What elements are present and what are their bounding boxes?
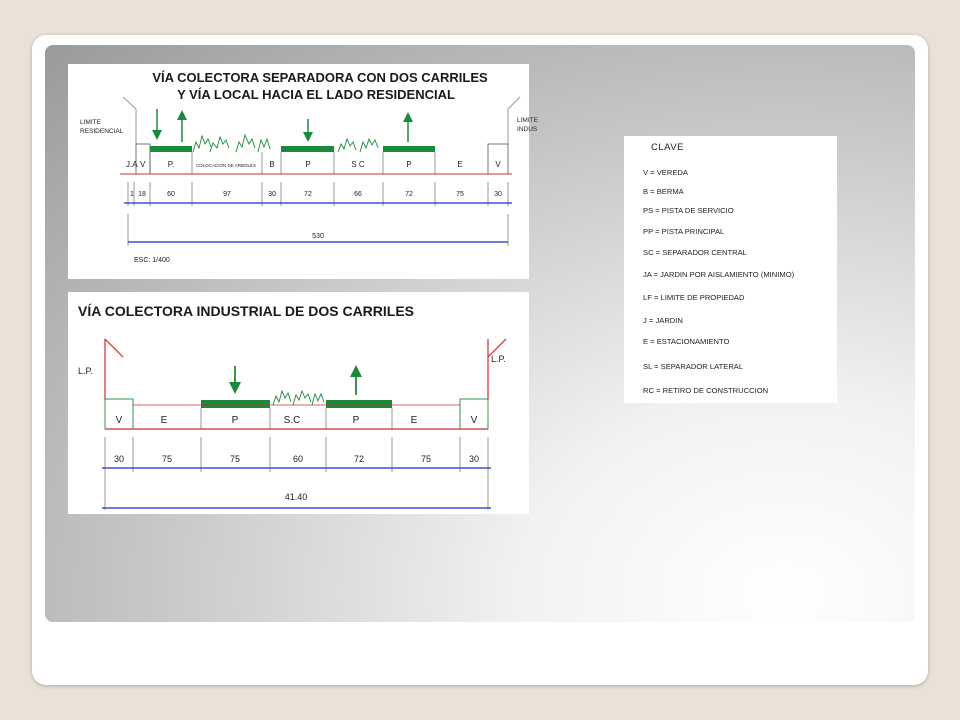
limit-right-label-2: INDUS xyxy=(517,126,538,133)
seg-label-sc: S.C xyxy=(283,415,301,426)
limit-left-slant xyxy=(123,97,136,109)
arrow-up-1 xyxy=(177,110,187,142)
legend-item: B = BERMA xyxy=(643,187,684,196)
scale-label: ESC: 1/400 xyxy=(134,257,170,264)
legend-item: SL = SEPARADOR LATERAL xyxy=(643,362,744,371)
dim-30-b: 30 xyxy=(268,191,276,198)
seg-label-b: B xyxy=(269,160,275,169)
road-lane-service xyxy=(150,146,192,152)
legend-item: PP = PISTA PRINCIPAL xyxy=(643,227,725,236)
seg-label-e-right: E xyxy=(410,415,418,426)
cross-section-residential-diagram xyxy=(68,64,538,279)
segment-dividers xyxy=(150,152,435,174)
legend-item: J = JARDIN xyxy=(643,316,683,325)
legend-item: E = ESTACIONAMIENTO xyxy=(643,337,730,346)
seg-label-v-left: V xyxy=(140,160,146,169)
seg-label-p1: P. xyxy=(167,160,175,169)
dim-75-c: 75 xyxy=(420,454,432,464)
limit-left-label-1: LIMITE xyxy=(80,119,101,126)
trees-area xyxy=(193,135,270,152)
seg-label-p2: P xyxy=(305,160,311,169)
dim-60: 60 xyxy=(292,454,304,464)
sidewalk-right xyxy=(488,144,508,174)
dim-60: 60 xyxy=(167,191,175,198)
legend-item: LF = LIMITE DE PROPIEDAD xyxy=(643,293,745,302)
dim-75: 75 xyxy=(456,191,464,198)
road-lane-1 xyxy=(201,400,270,408)
limit-left-label-2: RESIDENCIAL xyxy=(80,128,124,135)
dim-30-v: 30 xyxy=(494,191,502,198)
total-width-label: 41.40 xyxy=(284,492,308,502)
dim-75-b: 75 xyxy=(229,454,241,464)
lp-left-label: L.P. xyxy=(78,366,93,376)
dim-66: 66 xyxy=(354,191,362,198)
seg-label-p3: P xyxy=(406,160,412,169)
separator-grass xyxy=(338,139,378,152)
road-lane-main-2 xyxy=(383,146,435,152)
section1-title-line1: VÍA COLECTORA SEPARADORA CON DOS CARRILES xyxy=(152,70,488,85)
seg-label-sc: S C xyxy=(351,160,365,169)
dim-1: 1 xyxy=(130,191,134,198)
dim-18: 18 xyxy=(138,191,146,198)
sidewalk-left xyxy=(136,144,150,174)
legend-item: JA = JARDIN POR AISLAMIENTO (MINIMO) xyxy=(643,270,795,279)
total-width-label: 530 xyxy=(312,233,324,240)
seg-label-e-left: E xyxy=(160,415,168,426)
arrow-down-2 xyxy=(303,119,313,142)
cross-section-industrial-diagram xyxy=(68,292,529,514)
road-lane-2 xyxy=(326,400,392,408)
arrow-down-1 xyxy=(152,109,162,140)
cross-section-industrial-panel xyxy=(68,292,529,514)
legend-panel xyxy=(624,136,837,403)
dim-75-a: 75 xyxy=(161,454,173,464)
section2-title: VÍA COLECTORA INDUSTRIAL DE DOS CARRILES xyxy=(78,303,415,319)
seg-label-trees: COLOCACION DE ARBOLES xyxy=(195,163,257,168)
legend-item: SC = SEPARADOR CENTRAL xyxy=(643,248,747,257)
seg-label-e: E xyxy=(457,160,463,169)
lp-right-label: L.P. xyxy=(491,354,506,364)
dim-30-left: 30 xyxy=(113,454,125,464)
seg-label-v-left: V xyxy=(115,415,123,426)
section1-title-line2: Y VÍA LOCAL HACIA EL LADO RESIDENCIAL xyxy=(177,87,455,102)
seg-label-v-right: V xyxy=(470,415,478,426)
dim-72: 72 xyxy=(353,454,365,464)
limit-left-slant xyxy=(105,339,123,357)
seg-label-p-left: P xyxy=(231,415,239,426)
dim-72-b: 72 xyxy=(405,191,413,198)
seg-label-ja: J.A xyxy=(126,160,138,169)
limit-right-slant xyxy=(508,97,520,109)
seg-label-v-right: V xyxy=(495,160,501,169)
dim-97: 97 xyxy=(223,191,231,198)
seg-label-p-right: P xyxy=(352,415,360,426)
road-lane-main-1 xyxy=(281,146,334,152)
legend-item: PS = PISTA DE SERVICIO xyxy=(643,206,734,215)
arrow-up xyxy=(350,365,362,395)
legend-item: V = VEREDA xyxy=(643,168,688,177)
cross-section-residential-panel xyxy=(68,64,538,279)
legend-title: CLAVE xyxy=(651,142,684,153)
legend-item: RC = RETIRO DE CONSTRUCCION xyxy=(643,386,769,395)
arrow-up-2 xyxy=(403,112,413,142)
limit-right-label-1: LIMITE xyxy=(517,117,538,124)
arrow-down xyxy=(229,366,241,394)
separator-grass xyxy=(273,391,324,405)
dim-30-right: 30 xyxy=(468,454,480,464)
dim-72-a: 72 xyxy=(304,191,312,198)
